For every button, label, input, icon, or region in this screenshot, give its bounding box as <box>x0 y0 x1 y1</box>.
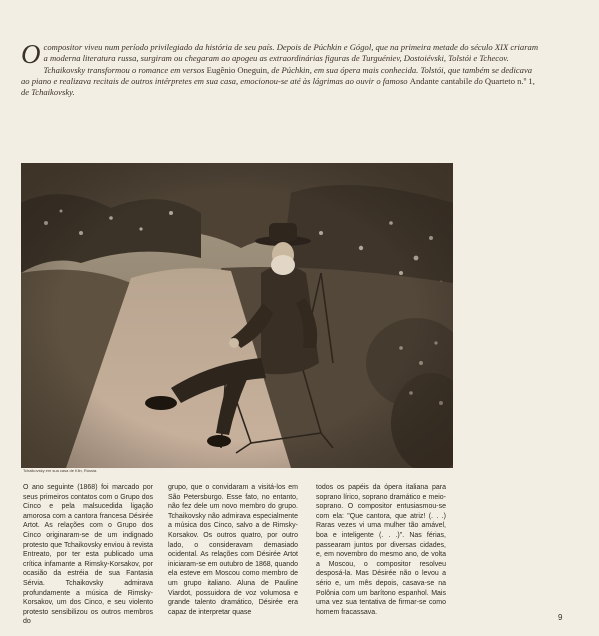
intro-work-2: Andante cantabile <box>409 75 473 86</box>
body-text-3: todos os papéis da ópera italiana para soprano lírico, soprano dramático e meio-soprano. O compositor entusiasmou-se com ela: "Que cantora, que atriz! (. . .) Raras vezes vi uma mulher tão amável, boa e inteligente (. . .)". Nas férias, passearam juntos por diversas cidades, e, em novembro do mesmo ano, de volta a Moscou, o compositor resolveu desposá-la. Mas Désirée não o levou a sério e, um mês depois, casava-se na Polônia com um barítono espanhol. Mais uma vez sua tentativa de firmar-se como homem fracassava. <box>316 484 446 616</box>
intro-paragraph <box>21 39 541 98</box>
intro-text-2: , de Púchkin, em sua ópera mais conhecida. Tolstói, que também se dedicava ao piano e realizava recitais de outros intérpretes em sua casa, emocionou-se até às lágrimas ao ouvir o famoso <box>21 64 533 86</box>
body-column-1 <box>23 483 153 627</box>
photo-caption: Tchaikovsky em sua casa de Klin, Rússia. <box>23 468 98 473</box>
photograph <box>21 163 453 468</box>
body-text-1: O ano seguinte (1868) foi marcado por seus primeiros contatos com o Grupo dos Cinco e pela malsucedida ligação amorosa com a cantora francesa Désirée Artot. As relações com o Grupo dos Cinco originaram-se de um indignado protesto que Tchaikovsky enviou à revista Entreato, por ter esta publicado uma crítica infamante a Rimsky-Korsakov, por ocasião da estréia de sua Fantasia Sérvia. Tchaikovsky admirava profundamente a música de Rimsky-Korsakov, um dos Cinco, e seu violento protesto sensibilizou os outros membros do <box>23 484 153 626</box>
intro-text-4: , de Tchaikovsky. <box>21 75 535 98</box>
intro-work-3: Quarteto n.º 1 <box>484 75 533 86</box>
body-column-2 <box>168 483 298 617</box>
page-number: 9 <box>558 613 563 622</box>
intro-text-1: compositor viveu num período privilegiado da história de seu país. Depois de Púchkin e Gógol, que na primeira metade do século XIX criaram a moderna literatura russa, surgiram ou chegaram ao apogeu as extraordinárias figuras de Turguéniev, Dostoiévski, Tolstói e Tchecov. Tchaikovsky transformou o romance em versos <box>43 42 539 75</box>
photo-garden-scene <box>21 163 453 468</box>
intro-work-1: Eugênio Oneguin <box>206 64 267 75</box>
body-text-2: grupo, que o convidaram a visitá-los em São Petersburgo. Esse fato, no entanto, não fez dele um novo membro do grupo. Tchaikovsky não admirava especialmente a música dos Cinco, salvo a de Rimsky-Korsakov. Os outros quatro, por outro lado, o consideravam demasiado ocidental. As relações com Désirée Artot iniciaram-se em outubro de 1868, quando ela esteve em Moscou como membro de um grupo italiano. Aluna de Pauline Viardot, possuidora de voz volumosa e grande talento dramático, Désirée era capaz de interpretar quase <box>168 484 298 616</box>
drop-cap: O <box>21 39 41 69</box>
body-column-3 <box>316 483 446 617</box>
intro-text-3: do <box>472 75 485 86</box>
